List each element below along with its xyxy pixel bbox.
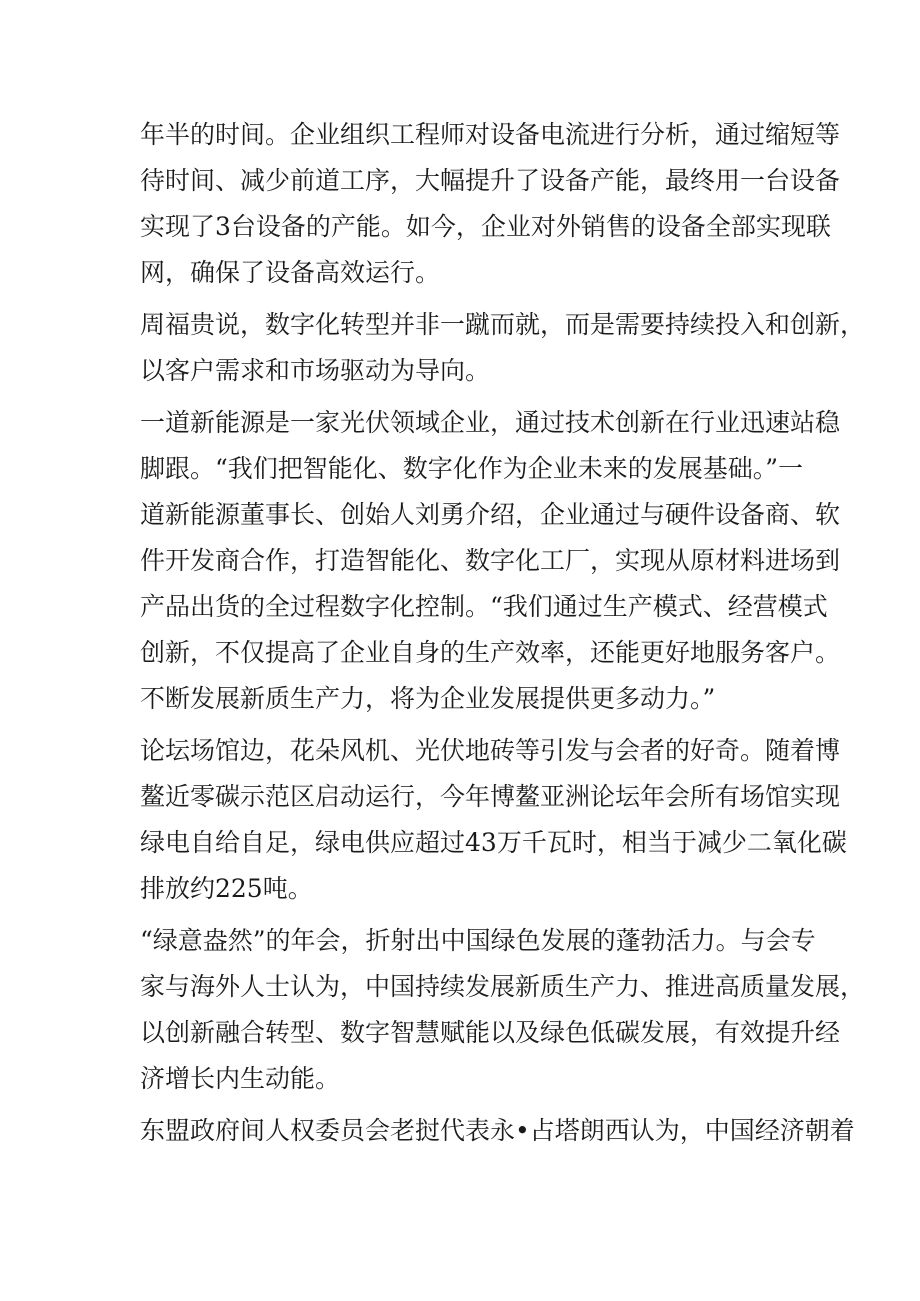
text-line: 年半的时间。企业组织工程师对设备电流进行分析，通过缩短等 <box>140 120 841 149</box>
paragraph-green-venue <box>140 728 847 912</box>
text-line: “绿意盎然”的年会，折射出中国绿色发展的蓬勃活力。与会专 <box>140 926 816 955</box>
text-line: 道新能源董事长、创始人刘勇介绍，企业通过与硬件设备商、软 <box>140 500 841 529</box>
text-line: 绿电自给自足，绿电供应超过43万千瓦时，相当于减少二氧化碳 <box>140 828 847 857</box>
text-line: 以创新融合转型、数字智慧赋能以及绿色低碳发展，有效提升经 <box>140 1018 841 1047</box>
text-line: 待时间、减少前道工序，大幅提升了设备产能，最终用一台设备 <box>140 166 841 195</box>
paragraph-asean-representative <box>140 1108 855 1154</box>
text-line: 排放约225吨。 <box>140 874 313 903</box>
paragraph-new-energy-company <box>140 400 841 722</box>
text-line: 产品出货的全过程数字化控制。“我们通过生产模式、经营模式 <box>140 592 828 621</box>
document-body <box>140 112 866 1154</box>
paragraph-digital-transformation <box>140 302 866 394</box>
text-line: 东盟政府间人权委员会老挝代表永•占塔朗西认为，中国经济朝着 <box>140 1116 855 1145</box>
text-line: 创新，不仅提高了企业自身的生产效率，还能更好地服务客户。 <box>140 638 841 667</box>
text-line: 网，确保了设备高效运行。 <box>140 258 441 287</box>
paragraph-equipment-capacity <box>140 112 841 296</box>
text-line: 周福贵说，数字化转型并非一蹴而就，而是需要持续投入和创新， <box>140 310 866 339</box>
text-line: 鳌近零碳示范区启动运行，今年博鳌亚洲论坛年会所有场馆实现 <box>140 782 841 811</box>
text-line: 家与海外人士认为，中国持续发展新质生产力、推进高质量发展， <box>140 972 866 1001</box>
text-line: 以客户需求和市场驱动为导向。 <box>140 356 491 385</box>
text-line: 济增长内生动能。 <box>140 1064 341 1093</box>
text-line: 脚跟。“我们把智能化、数字化作为企业未来的发展基础。”一 <box>140 454 804 483</box>
text-line: 实现了3台设备的产能。如今，企业对外销售的设备全部实现联 <box>140 212 831 241</box>
text-line: 不断发展新质生产力，将为企业发展提供更多动力。” <box>140 684 716 713</box>
text-line: 件开发商合作，打造智能化、数字化工厂，实现从原材料进场到 <box>140 546 841 575</box>
text-line: 一道新能源是一家光伏领域企业，通过技术创新在行业迅速站稳 <box>140 408 841 437</box>
paragraph-green-development <box>140 918 866 1102</box>
text-line: 论坛场馆边，花朵风机、光伏地砖等引发与会者的好奇。随着博 <box>140 736 841 765</box>
